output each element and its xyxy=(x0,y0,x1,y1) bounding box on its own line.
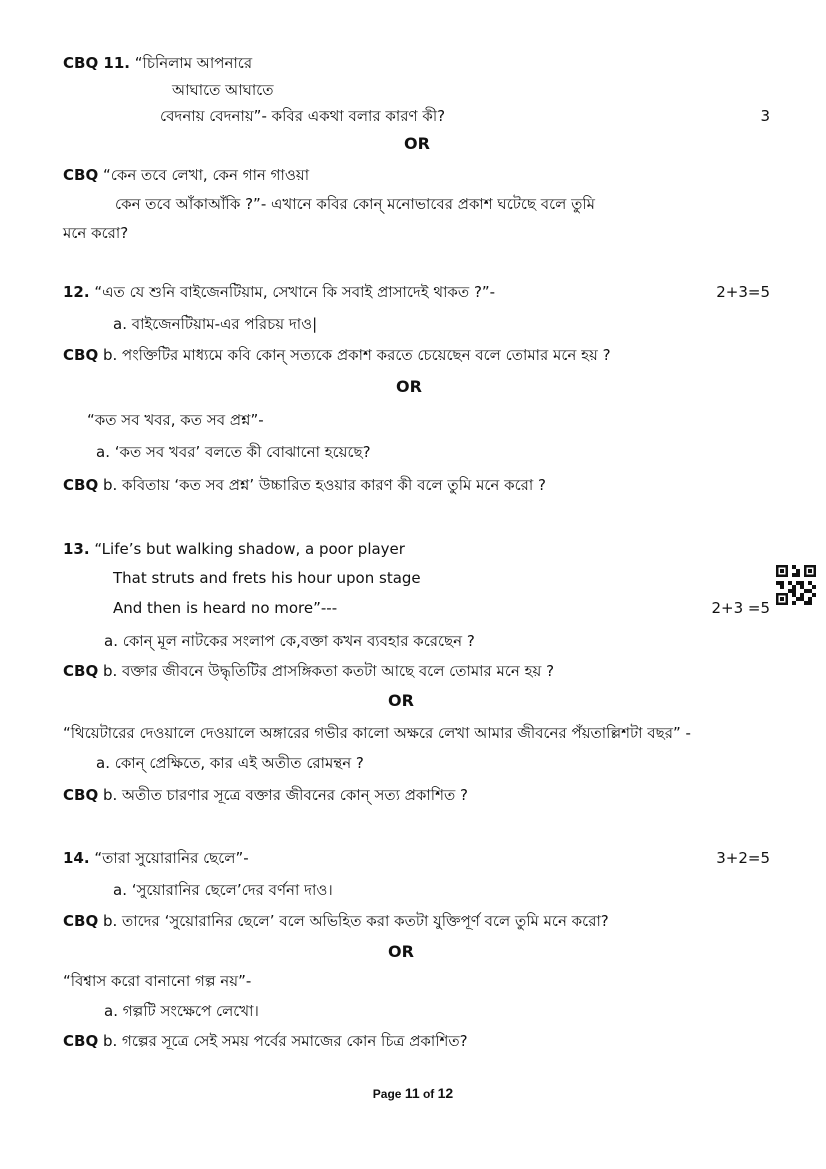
q14-marks: 3+2=5 xyxy=(716,849,770,867)
q11-alt-quote-2: কেন তবে আঁকাআঁকি ?”- এখানে কবির কোন্ মনোভাবের প্রকাশ ঘটেছে বলে তুমি xyxy=(115,195,595,213)
q13-number: 13. xyxy=(63,540,90,558)
q12-alt-part-a: a. ‘কত সব খবর’ বলতে কী বোঝানো হয়েছে? xyxy=(96,443,371,461)
q14-line xyxy=(63,848,249,868)
footer-page-word: Page xyxy=(372,1087,402,1101)
q14-alt-part-b-line xyxy=(63,1031,468,1051)
q14-alt-part-b: b. গল্পের সূত্রে সেই সময় পর্বের সমাজের কোন চিত্র প্রকাশিত? xyxy=(102,1032,468,1050)
q12-marks: 2+3=5 xyxy=(716,283,770,301)
q13-part-b-line xyxy=(63,661,554,681)
q14-quote: “তারা সুয়োরানির ছেলে”- xyxy=(94,849,249,867)
q11-line-1 xyxy=(63,53,252,73)
q13-alt-quote: “থিয়েটারের দেওয়ালে দেওয়ালে অঙ্গারের গভীর কালো অক্ষরে লেখা আমার জীবনের পঁয়তাল্লিশটা বছর” - xyxy=(63,724,691,742)
q14-part-b-line xyxy=(63,911,609,931)
q13-alt-part-b-line xyxy=(63,785,468,805)
q12-line xyxy=(63,282,495,302)
q13-marks: 2+3 =5 xyxy=(711,599,770,617)
q12-part-a: a. বাইজেনটিয়াম-এর পরিচয় দাও| xyxy=(113,315,318,333)
q13-alt-part-b: b. অতীত চারণার সূত্রে বক্তার জীবনের কোন্ সত্য প্রকাশিত ? xyxy=(102,786,468,804)
q14-part-b: b. তাদের ‘সুয়োরানির ছেলে’ বলে অভিহিত করা কতটা যুক্তিপূর্ণ বলে তুমি মনে করো? xyxy=(102,912,609,930)
q11-or: OR xyxy=(404,134,430,153)
q11-alt-line-1 xyxy=(63,165,309,185)
q11-marks: 3 xyxy=(760,107,770,125)
qr-code-icon xyxy=(776,565,816,605)
q12-alt-part-b-line xyxy=(63,475,546,495)
q13-part-b: b. বক্তার জীবনে উদ্ধৃতিটির প্রাসঙ্গিকতা কতটা আছে বলে তোমার মনে হয় ? xyxy=(102,662,555,680)
q14-alt-part-a: a. গল্পটি সংক্ষেপে লেখো। xyxy=(104,1002,259,1020)
q11-alt-quote-3: মনে করো? xyxy=(63,224,129,242)
q11-label: CBQ 11. xyxy=(63,54,130,72)
q11-quote-line-2: আঘাতে আঘাতে xyxy=(172,81,274,99)
q13-alt-cbq-label: CBQ xyxy=(63,786,99,804)
q13-part-a: a. কোন্ মূল নাটকের সংলাপ কে,বক্তা কখন ব্যবহার করেছেন ? xyxy=(104,632,475,650)
q13-or: OR xyxy=(388,691,414,710)
q14-cbq-label: CBQ xyxy=(63,912,99,930)
footer-page-number: 11 xyxy=(404,1085,420,1101)
q12-number: 12. xyxy=(63,283,90,301)
q14-part-a: a. ‘সুয়োরানির ছেলে’দের বর্ণনা দাও। xyxy=(113,881,333,899)
page-footer xyxy=(0,1085,826,1101)
q11-quote-line-3: বেদনায় বেদনায়”- কবির একথা বলার কারণ কী? xyxy=(160,107,446,125)
q11-alt-label: CBQ xyxy=(63,166,99,184)
q13-cbq-label: CBQ xyxy=(63,662,99,680)
q13-quote-line-3: And then is heard no more”--- xyxy=(113,599,338,617)
q11-alt-quote-1: “কেন তবে লেখা, কেন গান গাওয়া xyxy=(102,166,310,184)
q13-line-1 xyxy=(63,539,405,559)
q12-alt-quote: “কত সব খবর, কত সব প্রশ্ন”- xyxy=(87,411,264,429)
q14-number: 14. xyxy=(63,849,90,867)
q12-cbq-label: CBQ xyxy=(63,346,99,364)
footer-of-word: of xyxy=(422,1087,435,1101)
q12-alt-part-b: b. কবিতায় ‘কত সব প্রশ্ন’ উচ্চারিত হওয়ার কারণ কী বলে তুমি মনে করো ? xyxy=(102,476,547,494)
q12-quote: “এত যে শুনি বাইজেনটিয়াম, সেখানে কি সবাই প্রাসাদেই থাকত ?”- xyxy=(94,283,496,301)
q12-or: OR xyxy=(396,377,422,396)
q12-alt-cbq-label: CBQ xyxy=(63,476,99,494)
q13-quote-line-2: That struts and frets his hour upon stage xyxy=(113,569,421,587)
q14-alt-cbq-label: CBQ xyxy=(63,1032,99,1050)
q12-part-b: b. পংক্তিটির মাধ্যমে কবি কোন্ সত্যকে প্রকাশ করতে চেয়েছেন বলে তোমার মনে হয় ? xyxy=(102,346,611,364)
q14-alt-quote: “বিশ্বাস করো বানানো গল্প নয়”- xyxy=(63,972,252,990)
q13-quote-line-1: “Life’s but walking shadow, a poor player xyxy=(94,540,405,558)
q11-quote-line-1: “চিনিলাম আপনারে xyxy=(134,54,253,72)
q12-part-b-line xyxy=(63,345,611,365)
footer-page-total: 12 xyxy=(437,1085,454,1101)
q13-alt-part-a: a. কোন্ প্রেক্ষিতে, কার এই অতীত রোমন্থন ? xyxy=(96,754,364,772)
q14-or: OR xyxy=(388,942,414,961)
